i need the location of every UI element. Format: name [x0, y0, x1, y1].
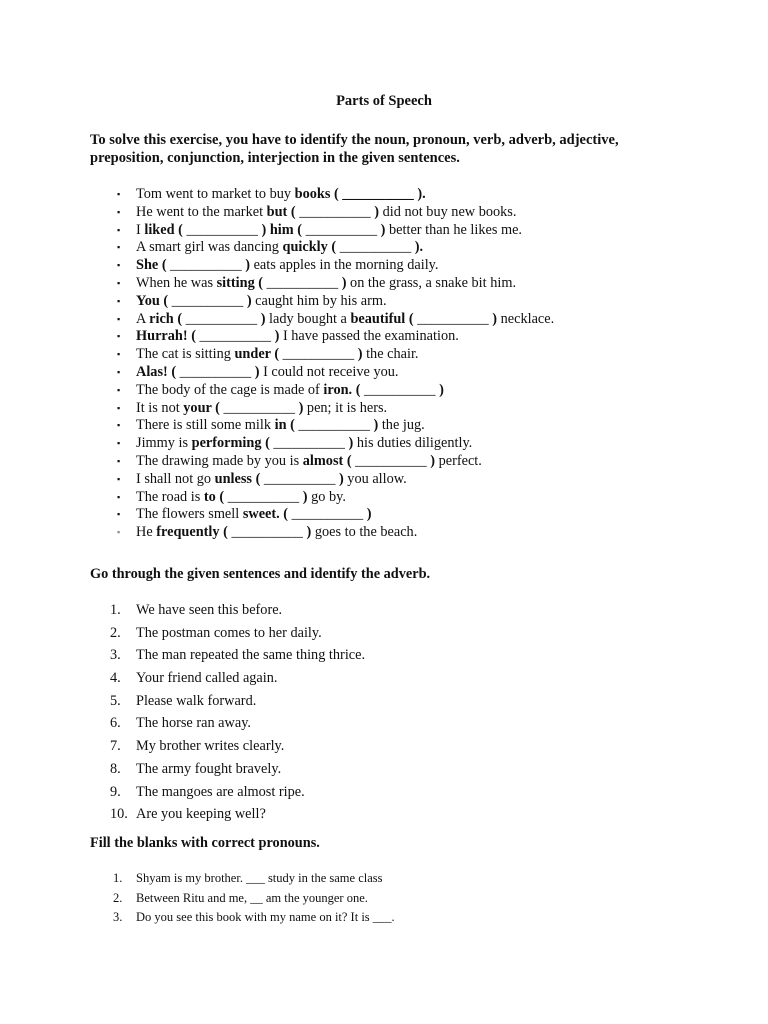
bold-keyword: unless ( — [214, 470, 261, 487]
sentence-text: Shyam is my brother. ___ study in the same class — [136, 871, 383, 885]
bold-keyword: to ( — [203, 488, 225, 505]
item-number: 6. — [110, 715, 121, 732]
bullet-icon: ▪ — [117, 224, 121, 235]
bold-keyword: ) — [366, 506, 372, 523]
adverb-sentence-list — [110, 601, 365, 828]
bold-keyword: ) — [348, 435, 354, 452]
sentence-text: The mangoes are almost ripe. — [136, 783, 305, 800]
bold-keyword: frequently ( — [156, 524, 228, 541]
sentence-text: perfect. — [435, 452, 482, 469]
sentence-text: Please walk forward. — [136, 692, 257, 709]
sentence-text: __________ — [336, 239, 415, 256]
sentence-text: __________ — [260, 470, 339, 487]
sentence-text: lady bought a — [265, 310, 351, 327]
sentence-text: We have seen this before. — [136, 602, 283, 618]
sentence-item — [117, 524, 554, 542]
page-title-text: Parts of Speech — [336, 93, 432, 109]
sentence-text: the chair. — [362, 346, 419, 363]
bullet-icon: ▪ — [117, 313, 121, 324]
adverb-sentence-item — [110, 601, 365, 624]
sentence-text: __________ — [224, 488, 303, 505]
adverb-sentence-item — [110, 714, 365, 737]
bold-keyword: ) — [374, 203, 380, 220]
bold-keyword: ) — [245, 257, 250, 274]
sentence-text: Your friend called again. — [136, 670, 278, 687]
sentence-text: __________ — [182, 221, 262, 238]
bullet-icon: ▪ — [117, 295, 121, 306]
sentence-text: The army fought bravely. — [136, 760, 282, 777]
bullet-icon: ▪ — [117, 189, 121, 199]
sentence-text: Are you keeping well? — [136, 806, 266, 823]
bullet-icon: ▪ — [117, 260, 121, 271]
sentence-text: __________ — [195, 328, 275, 345]
sentence-item — [117, 400, 554, 418]
sentence-item — [117, 453, 554, 471]
bold-keyword: performing ( — [191, 435, 270, 452]
sentence-text: __________ — [176, 363, 255, 380]
bullet-icon: ▪ — [117, 509, 121, 520]
item-number: 5. — [110, 692, 121, 709]
sentence-text: __________ — [294, 417, 374, 434]
adverb-sentence-item — [110, 737, 365, 760]
sentence-text: __________ — [219, 399, 299, 416]
bold-keyword: quickly ( — [282, 239, 337, 256]
sentence-text: __________ — [263, 274, 342, 291]
bullet-icon: ▪ — [117, 366, 121, 377]
sentence-text: When he was — [136, 274, 217, 291]
adverb-sentence-item — [110, 692, 365, 715]
sentence-item — [117, 382, 554, 400]
adverb-sentence-item — [110, 669, 365, 692]
adverb-sentence-item — [110, 624, 365, 647]
bullet-icon: ▪ — [117, 420, 121, 431]
bullet-icon: ▪ — [117, 438, 121, 449]
sentence-text: There is still some milk — [136, 417, 275, 434]
sentence-text: necklace. — [497, 310, 555, 327]
adverb-sentence-item — [110, 783, 365, 806]
bullet-icon: ▪ — [117, 331, 121, 342]
sentence-text: __________ — [295, 203, 375, 220]
sentence-text: __________ — [288, 506, 367, 523]
pronoun-sentence-list — [113, 870, 395, 929]
sentence-text: on the grass, a snake bit him. — [346, 274, 517, 291]
item-number: 9. — [110, 783, 121, 800]
bold-keyword: ) — [246, 292, 252, 309]
bold-keyword: iron. ( — [323, 381, 361, 398]
sentence-text: __________ — [413, 310, 493, 327]
sentence-text: I could not receive you. — [259, 363, 399, 380]
sentence-item — [117, 222, 554, 240]
sentence-item — [117, 328, 554, 346]
pronoun-sentence-item — [113, 890, 395, 910]
sentence-text: __________ — [279, 346, 358, 363]
adverb-sentence-item — [110, 805, 365, 828]
bold-keyword: ) — [430, 452, 436, 469]
sentence-text: __________ — [302, 221, 381, 238]
bullet-icon: ▪ — [117, 242, 121, 253]
bold-keyword: ) — [357, 346, 363, 363]
sentence-text: __________ — [166, 257, 246, 274]
adverb-sentence-item — [110, 760, 365, 783]
pronoun-sentence-item — [113, 870, 395, 890]
sentence-text: He — [136, 524, 157, 541]
bold-keyword: ) — [338, 470, 344, 487]
sentence-text: go by. — [307, 488, 346, 505]
sentence-item — [117, 311, 554, 329]
sentence-text: you allow. — [343, 470, 407, 487]
item-number: 2. — [110, 624, 121, 641]
bullet-icon: ▪ — [117, 473, 121, 484]
sentence-item — [117, 489, 554, 507]
bold-keyword: almost ( — [302, 452, 352, 469]
item-number: 7. — [110, 738, 121, 755]
sentence-item — [117, 204, 554, 222]
sentence-text: did not buy new books. — [379, 203, 517, 220]
bullet-icon: ▪ — [117, 277, 121, 288]
bold-keyword: ) — [380, 221, 386, 238]
sentence-text: the jug. — [378, 417, 425, 434]
bold-keyword: You ( — [136, 292, 169, 309]
bold-keyword: your ( — [183, 399, 220, 416]
bullet-icon: ▪ — [117, 206, 121, 217]
item-number: 10. — [110, 806, 128, 823]
sentence-item — [117, 346, 554, 364]
bullet-icon: ▪ — [117, 491, 121, 502]
bold-keyword: ) — [254, 363, 260, 380]
sentence-text: The man repeated the same thing thrice. — [136, 647, 366, 664]
sentence-text: The body of the cage is made of — [136, 381, 324, 398]
sentence-text: __________ — [182, 310, 261, 327]
sentence-text: The flowers smell — [136, 506, 243, 523]
sentence-text: I have passed the examination. — [279, 328, 459, 345]
bullet-icon: ▪ — [117, 455, 121, 466]
adverb-sentence-item — [110, 646, 365, 669]
sentence-item — [117, 275, 554, 293]
sentence-item — [117, 257, 554, 275]
bold-keyword: beautiful ( — [350, 310, 414, 327]
bold-keyword: sweet. ( — [242, 506, 289, 523]
sentence-text: __________ — [269, 435, 349, 452]
sentence-item — [117, 506, 554, 524]
exercise-instructions: To solve this exercise, you have to identify the noun, pronoun, verb, adverb, adjective, preposition, conjunction, interjection in the given sentences. — [90, 132, 619, 166]
sentence-text: The drawing made by you is — [136, 452, 303, 469]
sentence-item — [117, 364, 554, 382]
bold-keyword: She ( — [136, 257, 167, 274]
bold-keyword: sitting ( — [216, 274, 264, 291]
sentence-text: The cat is sitting — [136, 346, 235, 363]
bold-keyword: ) — [492, 310, 498, 327]
bold-keyword: ) — [373, 417, 379, 434]
item-number: 3. — [110, 647, 121, 664]
sentence-item — [117, 435, 554, 453]
bold-keyword: ) — [306, 524, 312, 541]
sentence-item — [117, 471, 554, 489]
sentence-text: The road is — [136, 488, 204, 505]
sentence-text: He went to the market — [136, 203, 267, 220]
item-number: 1. — [110, 602, 121, 618]
sentence-text: A — [136, 310, 150, 327]
bold-keyword: Alas! ( — [136, 363, 177, 380]
sentence-text: The horse ran away. — [136, 715, 251, 732]
sentence-text: A smart girl was dancing — [136, 239, 283, 256]
sentence-text: his duties diligently. — [353, 435, 473, 452]
bold-keyword: ) — [439, 381, 444, 398]
bullet-icon: ▪ — [117, 384, 121, 395]
sentence-item — [117, 186, 554, 204]
parts-of-speech-list — [117, 186, 554, 542]
bold-keyword: but ( — [266, 203, 296, 220]
sentence-text: __________ — [227, 524, 307, 541]
bold-keyword: rich ( — [149, 310, 183, 327]
bold-keyword: ) — [341, 274, 347, 291]
bold-keyword: ) — [260, 310, 266, 327]
sentence-text: My brother writes clearly. — [136, 738, 285, 755]
adverb-section-heading: Go through the given sentences and identify the adverb. — [90, 566, 431, 582]
bold-keyword: under ( — [234, 346, 280, 363]
sentence-text: pen; it is hers. — [303, 399, 388, 416]
sentence-text: goes to the beach. — [311, 524, 418, 541]
sentence-text: __________ — [351, 452, 431, 469]
pronoun-section-heading: Fill the blanks with correct pronouns. — [90, 835, 320, 851]
bold-keyword: ). — [414, 239, 424, 256]
bold-keyword: Hurrah! ( — [136, 328, 196, 345]
sentence-text: __________ — [168, 292, 247, 309]
bullet-icon: ▪ — [117, 402, 121, 413]
bold-keyword: in ( — [274, 417, 295, 434]
sentence-item — [117, 417, 554, 435]
bold-keyword: ) him ( — [261, 221, 303, 238]
sentence-text: I — [136, 221, 145, 238]
sentence-text: __________ — [360, 381, 440, 398]
item-number: 4. — [110, 670, 121, 687]
sentence-text: Tom went to market to buy — [136, 186, 295, 202]
sentence-text: Jimmy is — [136, 435, 192, 452]
page-title — [0, 93, 768, 110]
bold-keyword: liked ( — [144, 221, 183, 238]
pronoun-sentence-item — [113, 909, 395, 929]
sentence-text: It is not — [136, 399, 184, 416]
sentence-item — [117, 293, 554, 311]
bold-keyword: books ( __________ ). — [294, 186, 426, 202]
sentence-text: better than he likes me. — [385, 221, 523, 238]
bullet-icon: ▪ — [117, 527, 121, 538]
item-number: 8. — [110, 760, 121, 777]
bold-keyword: ) — [298, 399, 304, 416]
item-number: 2. — [113, 890, 123, 905]
item-number: 3. — [113, 910, 123, 924]
bold-keyword: ) — [302, 488, 308, 505]
item-number: 1. — [113, 871, 123, 885]
sentence-text: eats apples in the morning daily. — [250, 257, 439, 274]
bullet-icon: ▪ — [117, 349, 121, 360]
sentence-text: I shall not go — [136, 470, 215, 487]
sentence-text: The postman comes to her daily. — [136, 624, 322, 641]
sentence-text: Do you see this book with my name on it? It is ___. — [136, 910, 395, 924]
sentence-text: caught him by his arm. — [251, 292, 387, 309]
bold-keyword: ) — [274, 328, 280, 345]
sentence-text: Between Ritu and me, __ am the younger one. — [136, 890, 368, 905]
sentence-item — [117, 239, 554, 257]
